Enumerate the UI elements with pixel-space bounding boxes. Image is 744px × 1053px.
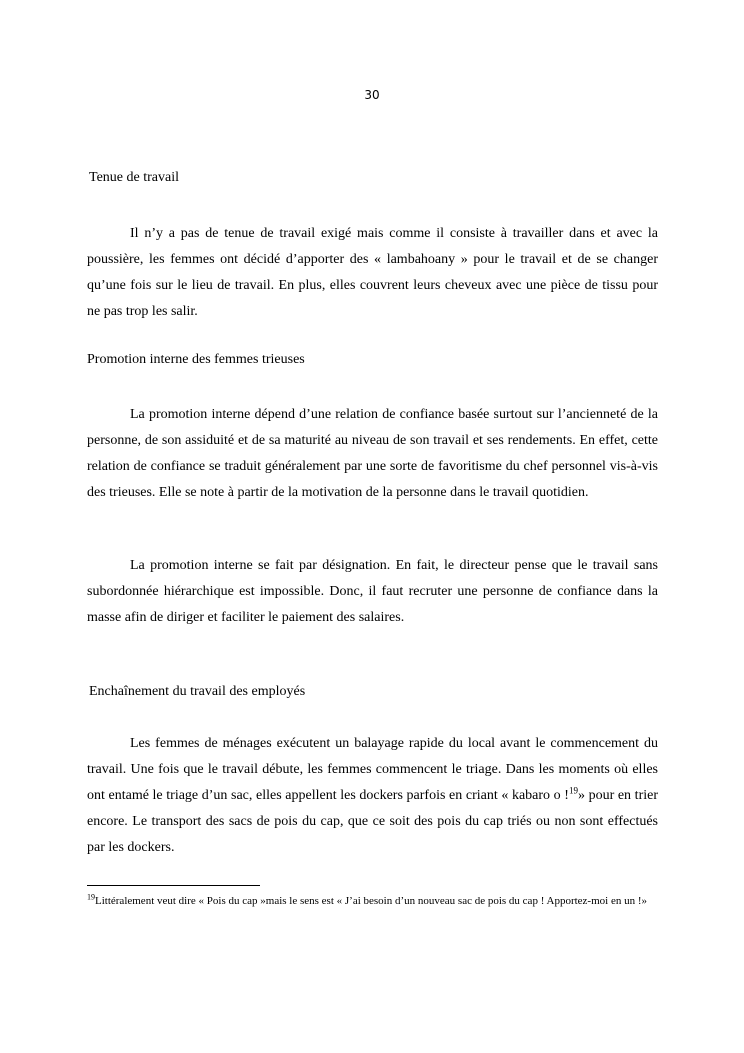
page-number: 30 xyxy=(364,88,380,102)
paragraph-enchainement-text-1: Les femmes de ménages exécutent un balayage rapide du local avant le commencement du travail. Une fois que le travail débute, les femmes commencent le triage. Dans les moments où elles ont entamé le triage d’un sac, elles appellent les dockers parfois en criant « kabaro o ! xyxy=(87,736,658,803)
section-heading-tenue: Tenue de travail xyxy=(89,170,179,185)
footnote-reference[interactable]: 19 xyxy=(568,785,578,796)
paragraph-promotion-1: La promotion interne dépend d’une relation de confiance basée surtout sur l’ancienneté de la personne, de son assiduité et de sa maturité au niveau de son travail et ses rendements. En effet, cette relation de confiance se traduit généralement par une sorte de favoritisme du chef personnel vis-à-vis des trieuses. Elle se note à partir de la motivation de la personne dans le travail quotidien. xyxy=(87,407,658,500)
paragraph-enchainement-text-2: » pour en trier encore. Le transport des sacs de pois du cap, que ce soit des pois du cap triés ou non sont effectués par les dockers. xyxy=(87,788,658,855)
footnote-number: 19 xyxy=(87,892,95,902)
section-heading-enchainement: Enchaînement du travail des employés xyxy=(89,684,306,699)
footnote-text: Littéralement veut dire « Pois du cap »mais le sens est « J’ai besoin d’un nouveau sac de pois du cap ! Apportez-moi en un !» xyxy=(95,895,647,907)
footnote-separator xyxy=(87,885,260,886)
paragraph-promotion-2: La promotion interne se fait par désignation. En fait, le directeur pense que le travail sans subordonnée hiérarchique est impossible. Donc, il faut recruter une personne de confiance dans la masse afin de diriger et faciliter le paiement des salaires. xyxy=(87,558,658,625)
paragraph-enchainement xyxy=(87,731,658,861)
footnote xyxy=(87,893,658,910)
section-heading-promotion: Promotion interne des femmes trieuses xyxy=(87,352,305,367)
paragraph-tenue: Il n’y a pas de tenue de travail exigé mais comme il consiste à travailler dans et avec la poussière, les femmes ont décidé d’apporter des « lambahoany » pour le travail et de se changer qu’une fois sur le lieu de travail. En plus, elles couvrent leurs cheveux avec une pièce de tissu pour ne pas trop les salir. xyxy=(87,226,658,319)
